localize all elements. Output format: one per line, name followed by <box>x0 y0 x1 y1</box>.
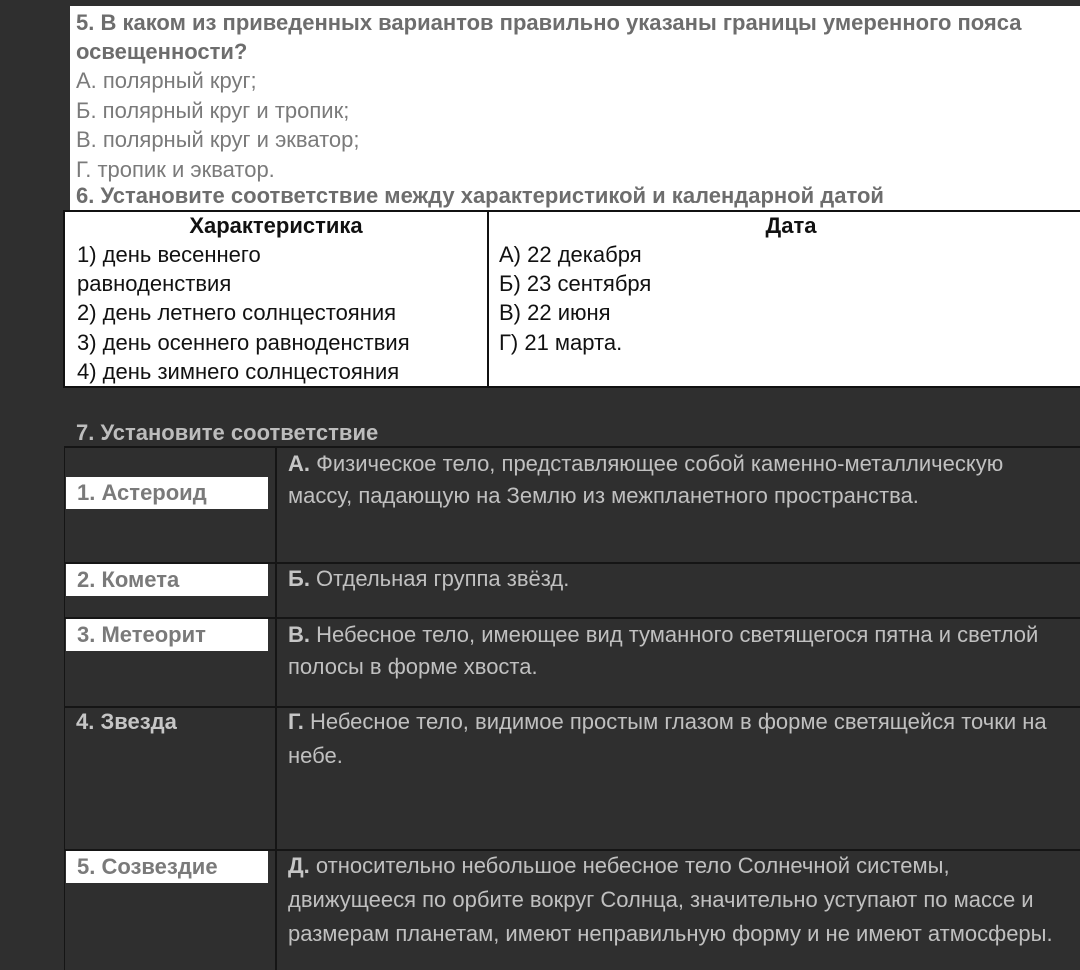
characteristic-line: 3) день осеннего равноденствия <box>77 329 410 355</box>
definition-d <box>288 706 1080 738</box>
date-line: В) 22 июня <box>499 300 611 326</box>
term-asteroid: 1. Астероид <box>66 477 268 509</box>
characteristic-line: 4) день зимнего солнцестояния <box>77 358 400 384</box>
question-6-title: 6. Установите соответствие между характеристикой и календарной датой <box>76 183 884 208</box>
option-c: В. полярный круг и экватор; <box>76 127 360 152</box>
date-line: Б) 23 сентября <box>499 271 652 297</box>
term-constellation: 5. Созвездие <box>66 851 268 883</box>
column-header-date: Дата <box>488 211 1080 240</box>
column-header-characteristic: Характеристика <box>64 211 488 240</box>
definition-letter: Д. <box>288 853 310 878</box>
question-6-table <box>63 210 1080 388</box>
option-a: А. полярный круг; <box>76 68 257 93</box>
definition-d-line2: небе. <box>288 743 343 768</box>
date-line: А) 22 декабря <box>499 242 642 267</box>
definition-a <box>288 448 1080 480</box>
definition-text: относительно небольшое небесное тело Солнечной системы, <box>309 853 950 878</box>
definition-text: Отдельная группа звёзд. <box>309 566 570 591</box>
definition-letter: Б. <box>288 566 310 591</box>
characteristic-line: 1) день весеннего <box>77 242 261 267</box>
definition-letter: В. <box>288 622 310 647</box>
grid-line <box>275 446 277 970</box>
grid-line <box>64 446 65 970</box>
definition-e-line2: движущееся по орбите вокруг Солнца, значительно уступают по массе и <box>288 887 1034 912</box>
question-5-title-line2: освещенности? <box>76 39 248 64</box>
question-5-title-line1: 5. В каком из приведенных вариантов правильно указаны границы умеренного пояса <box>76 10 1022 35</box>
dates-cell <box>488 240 1080 387</box>
definition-e-line3: размерам планетам, имеют неправильную форму и не имеют атмосферы. <box>288 921 1053 946</box>
option-b: Б. полярный круг и тропик; <box>76 97 350 123</box>
characteristic-line: равноденствия <box>77 271 232 297</box>
question-7-title: 7. Установите соответствие <box>76 420 379 445</box>
term-meteorite: 3. Метеорит <box>66 619 268 651</box>
definition-a-line2: массу, падающую на Землю из межпланетного пространства. <box>288 483 919 508</box>
definition-letter: А. <box>288 451 310 476</box>
definition-text: Небесное тело, имеющее вид туманного светящегося пятна и светлой <box>310 622 1039 647</box>
question-5 <box>76 8 1080 184</box>
term-comet: 2. Комета <box>66 564 268 596</box>
definition-c-line2: полосы в форме хвоста. <box>288 654 538 679</box>
characteristic-line: 2) день летнего солнцестояния <box>77 300 397 326</box>
term-star: 4. Звезда <box>76 709 177 734</box>
definition-c <box>288 619 1080 651</box>
definition-text: Небесное тело, видимое простым глазом в форме светящейся точки на <box>303 709 1047 734</box>
definition-b <box>288 563 1080 595</box>
date-line: Г) 21 марта. <box>499 329 623 355</box>
definition-text: Физическое тело, представляющее собой каменно-металлическую <box>310 451 1004 476</box>
characteristics-cell <box>64 240 488 387</box>
definition-e <box>288 850 1080 882</box>
option-d: Г. тропик и экватор. <box>76 156 275 182</box>
definition-letter: Г. <box>288 709 304 734</box>
